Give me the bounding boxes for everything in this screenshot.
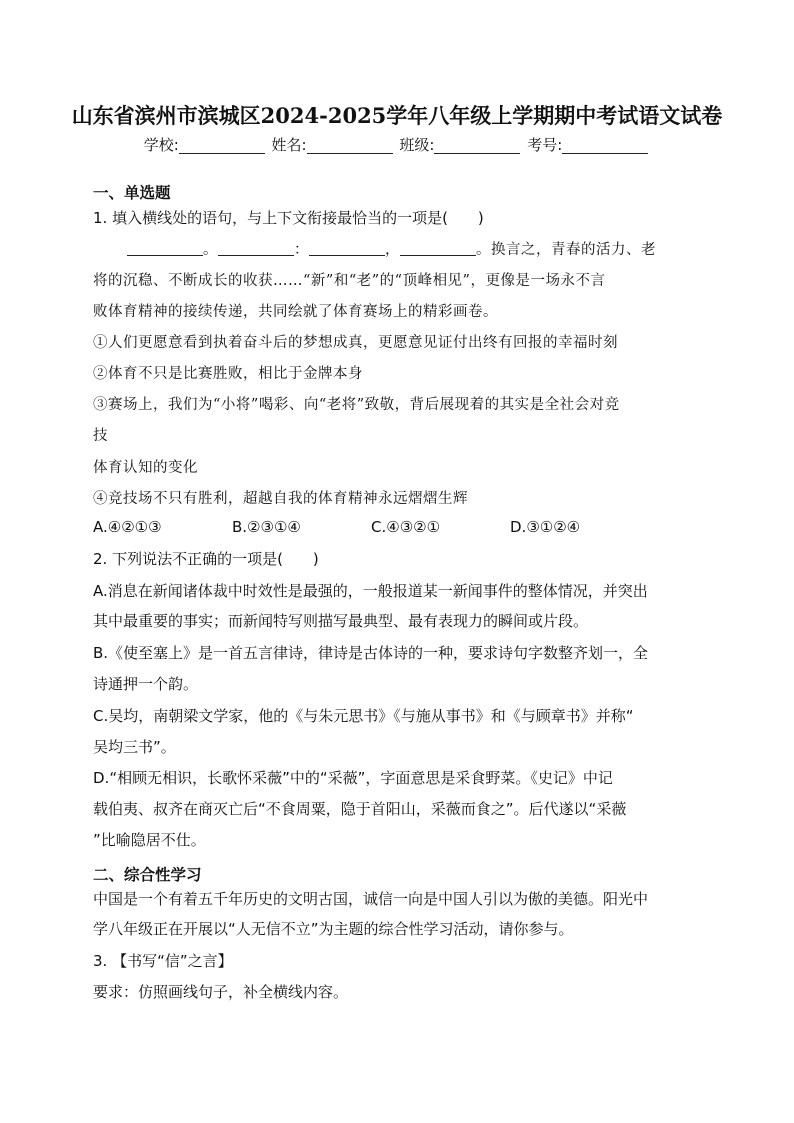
section-heading-comprehensive: 二、综合性学习 xyxy=(93,866,202,884)
question-1-item-3: ③赛场上，我们为“小将”喝彩、向“老将”致敬，背后展现着的其实是全社会对竞 xyxy=(93,397,620,413)
option-b[interactable]: B.②③①④ xyxy=(232,518,301,536)
question-3-stem: 3. 【书写“信”之言】 xyxy=(93,952,233,970)
name-label: 姓名: xyxy=(271,136,307,154)
section-2-intro-line-2: 学八年级正在开展以“人无信不立”为主题的综合性学习活动，请你参与。 xyxy=(93,920,574,938)
question-1-passage-line-1: 。 ： ， 。换言之，青春的活力、老 xyxy=(127,238,747,259)
question-2-option-a[interactable]: A.消息在新闻诸体裁中时效性是最强的，一般报道某一新闻事件的整体情况，并突出 xyxy=(93,582,648,600)
number-label: 考号: xyxy=(527,136,563,154)
fill-blank xyxy=(309,241,385,256)
question-2-option-c[interactable]: C.吴均，南朝梁文学家，他的《与朱元思书》《与施从事书》和《与顾章书》并称“ xyxy=(93,707,634,725)
question-2-option-c-cont: 吴均三书”。 xyxy=(93,738,176,756)
fill-blank xyxy=(127,241,203,256)
question-1-stem: 1. 填入横线处的语句，与上下文衔接最恰当的一项是( ) xyxy=(93,209,484,227)
question-1-item-3-cont-2: 体育认知的变化 xyxy=(93,460,198,476)
option-d[interactable]: D.③①②④ xyxy=(510,518,581,536)
question-2-option-d-cont: 载伯夷、叔齐在商灭亡后“不食周粟，隐于首阳山，采薇而食之”。后代遂以“采薇 xyxy=(93,800,627,818)
question-2-stem: 2. 下列说法不正确的一项是( ) xyxy=(93,550,319,568)
question-3-requirement: 要求：仿照画线句子，补全横线内容。 xyxy=(93,983,349,1001)
school-label: 学校: xyxy=(143,136,179,154)
question-2-option-d-cont-2: ”比喻隐居不仕。 xyxy=(93,831,206,849)
name-blank[interactable] xyxy=(307,137,393,154)
question-1-options xyxy=(93,518,713,536)
fill-blank xyxy=(218,241,294,256)
school-blank[interactable] xyxy=(179,137,265,154)
class-blank[interactable] xyxy=(434,137,520,154)
section-2-intro-line-1: 中国是一个有着五千年历史的文明古国，诚信一向是中国人引以为傲的美德。阳光中 xyxy=(93,890,649,908)
question-1-passage-line-3: 败体育精神的接续传递，共同绘就了体育赛场上的精彩画卷。 xyxy=(93,304,498,320)
fill-blank xyxy=(400,241,476,256)
option-c[interactable]: C.④③②① xyxy=(371,518,441,536)
number-blank[interactable] xyxy=(562,137,648,154)
question-1-item-2: ②体育不只是比赛胜败，相比于金牌本身 xyxy=(93,366,363,382)
class-label: 班级: xyxy=(399,136,435,154)
question-2-option-d[interactable]: D.“相顾无相识，长歌怀采薇”中的“采薇”，字面意思是采食野菜。《史记》中记 xyxy=(93,769,613,787)
question-1-passage-line-2: 将的沉稳、不断成长的收获……“新”和“老”的“顶峰相见”，更像是一场永不言 xyxy=(93,273,606,289)
option-a[interactable]: A.④②①③ xyxy=(93,518,162,536)
question-1-item-3-cont: 技 xyxy=(93,428,108,444)
student-info-row xyxy=(0,134,794,155)
question-2-option-b-cont: 诗通押一个韵。 xyxy=(93,675,199,693)
question-2-option-a-cont: 其中最重要的事实；而新闻特写则描写最典型、最有表现力的瞬间或片段。 xyxy=(93,612,589,630)
question-1-item-4: ④竞技场不只有胜利，超越自我的体育精神永远熠熠生辉 xyxy=(93,491,468,507)
section-heading-single-choice: 一、单选题 xyxy=(93,184,171,202)
exam-title: 山东省滨州市滨城区2024-2025学年八年级上学期期中考试语文试卷 xyxy=(71,103,723,128)
question-2-option-b[interactable]: B.《使至塞上》是一首五言律诗，律诗是古体诗的一种，要求诗句字数整齐划一，全 xyxy=(93,644,649,662)
question-1-item-1: ①人们更愿意看到执着奋斗后的梦想成真，更愿意见证付出终有回报的幸福时刻 xyxy=(93,335,618,351)
